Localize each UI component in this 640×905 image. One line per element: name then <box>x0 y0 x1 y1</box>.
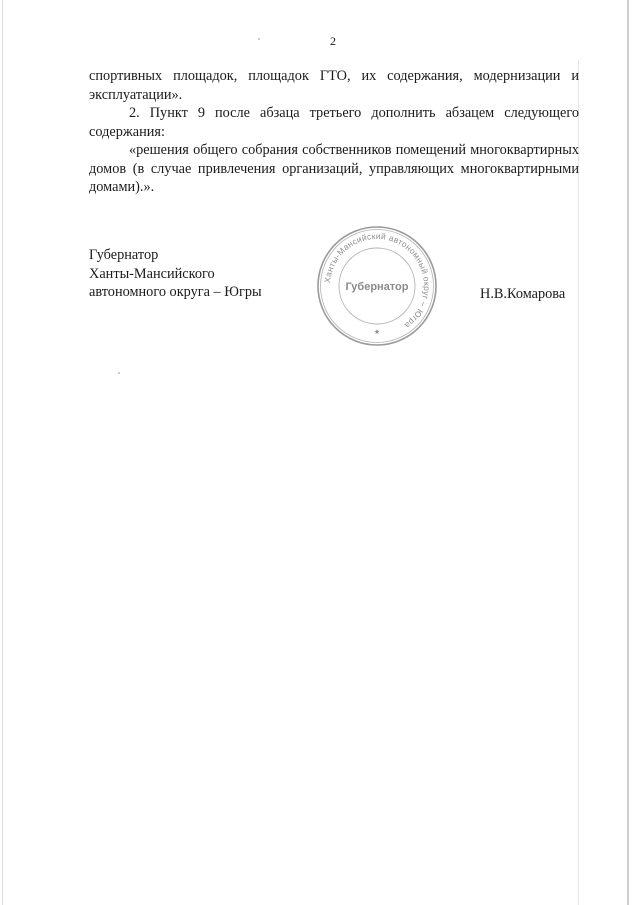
position-line-3: автономного округа – Югры <box>89 284 262 300</box>
stamp-star-icon: ★ <box>373 328 381 336</box>
scan-edge-right <box>627 0 629 905</box>
position-line-2: Ханты-Мансийского <box>89 265 215 282</box>
stamp-center-text: Губернатор <box>345 281 409 293</box>
body-text <box>89 67 579 197</box>
paragraph-quoted-insert: «решения общего собрания собственников помещений многоквартирных домов (в случае привлечения организаций, управляющих многоквартирными домами).». <box>89 142 579 195</box>
paragraph-item-2: 2. Пункт 9 после абзаца третьего дополнить абзацем следующего содержания: <box>89 105 579 140</box>
scan-edge-left <box>2 0 3 905</box>
paragraph-continuation: спортивных площадок, площадок ГТО, их содержания, модернизации и эксплуатации». <box>89 68 579 103</box>
position-line-1: Губернатор <box>89 247 159 263</box>
official-name: Н.В.Комарова <box>480 286 566 302</box>
signatory-position <box>89 246 262 302</box>
scan-speck <box>258 38 260 40</box>
page-number: 2 <box>330 34 336 48</box>
official-stamp <box>315 224 439 348</box>
scan-speck <box>118 372 120 374</box>
stamp-ring-text: Ханты-Мансийский автономный округ – Югра <box>322 230 433 331</box>
